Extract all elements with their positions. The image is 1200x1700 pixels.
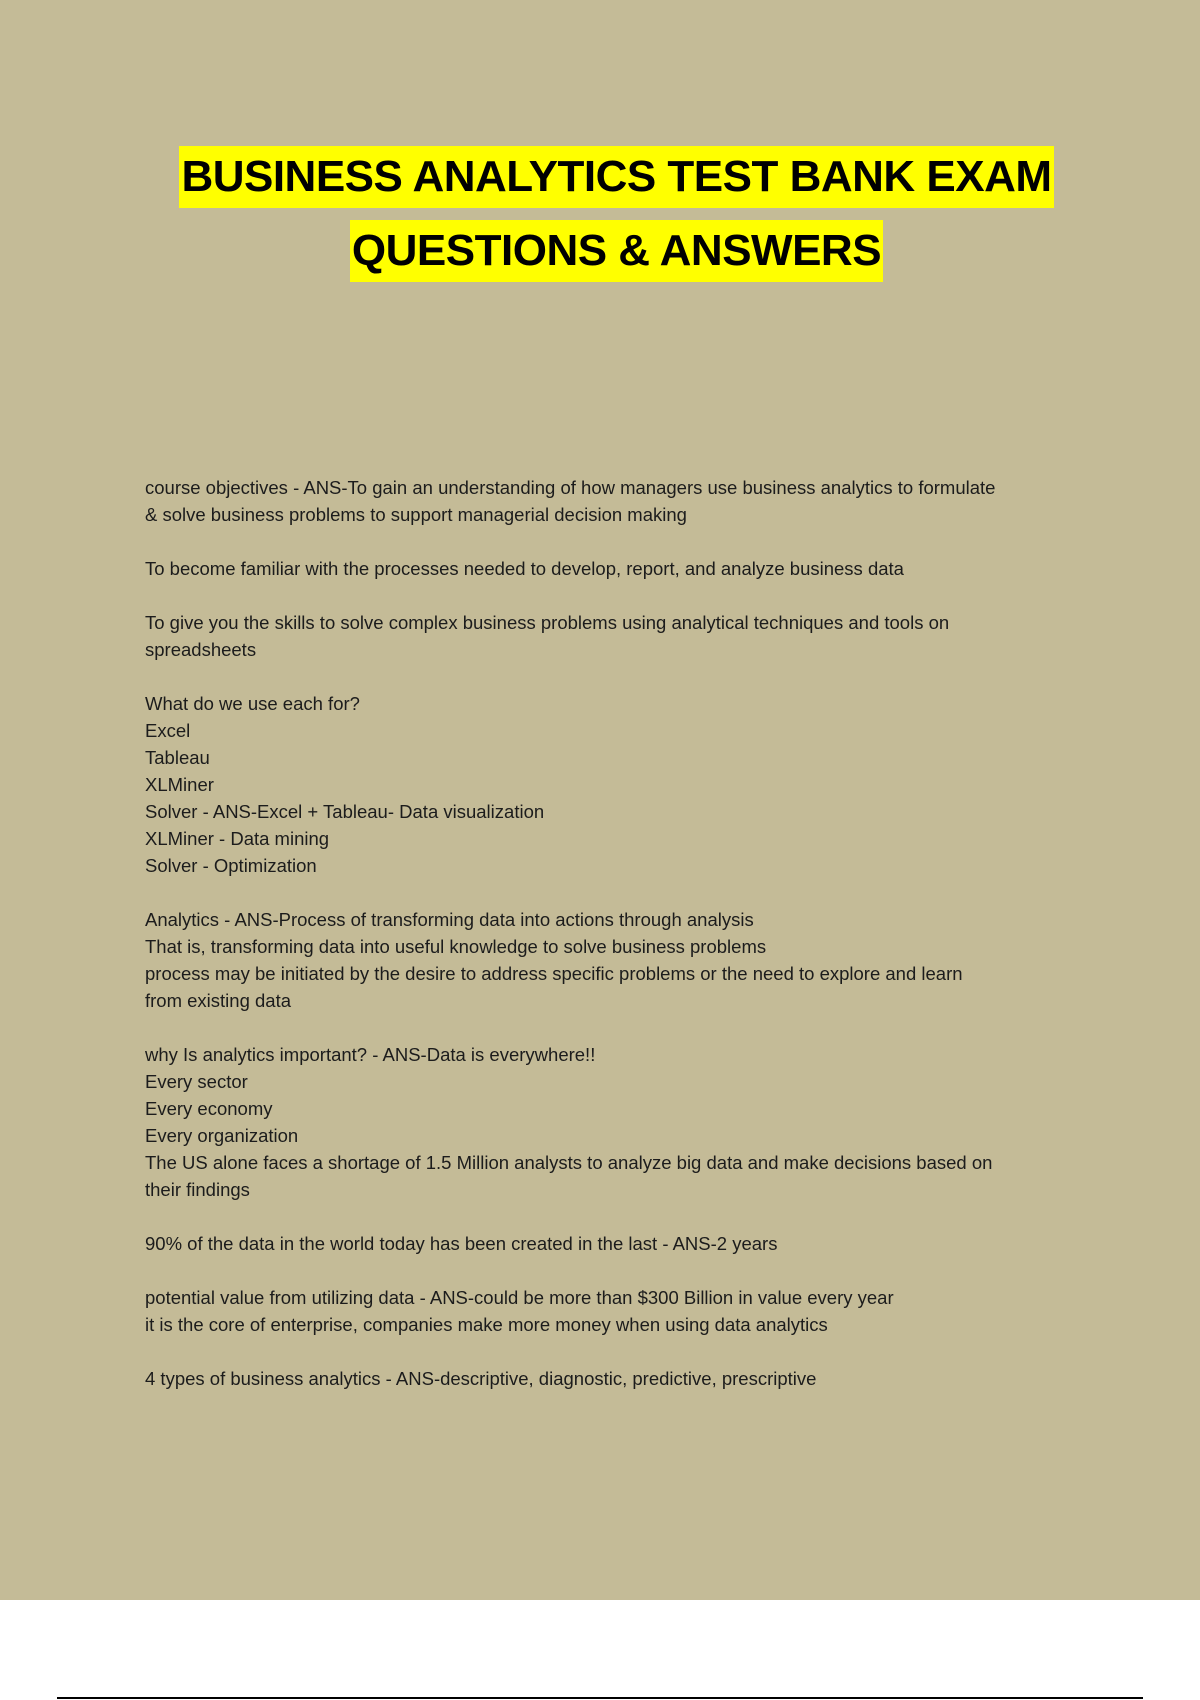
text-line: Every organization	[145, 1125, 299, 1146]
paragraph-potential-value	[145, 1284, 1085, 1338]
text-line: What do we use each for?	[145, 693, 360, 714]
text-line: Solver - Optimization	[145, 855, 317, 876]
text-line: & solve business problems to support managerial decision making	[145, 504, 687, 525]
title-line-1: BUSINESS ANALYTICS TEST BANK EXAM	[179, 146, 1053, 208]
text-line: their findings	[145, 1179, 250, 1200]
text-line: course objectives - ANS-To gain an understanding of how managers use business analytics to formulate	[145, 477, 996, 498]
text-line: potential value from utilizing data - ANS-could be more than $300 Billion in value every year	[145, 1287, 894, 1308]
text-line: XLMiner	[145, 774, 214, 795]
paragraph-data-created	[145, 1230, 1085, 1257]
text-line: The US alone faces a shortage of 1.5 Million analysts to analyze big data and make decisions based on	[145, 1152, 993, 1173]
footer-divider	[57, 1697, 1143, 1699]
text-line: why Is analytics important? - ANS-Data is everywhere!!	[145, 1044, 596, 1065]
text-line: it is the core of enterprise, companies make more money when using data analytics	[145, 1314, 828, 1335]
paragraph-tools-usage	[145, 690, 1085, 879]
paragraph-why-analytics	[145, 1041, 1085, 1203]
text-line: Analytics - ANS-Process of transforming data into actions through analysis	[145, 909, 754, 930]
text-line: 90% of the data in the world today has been created in the last - ANS-2 years	[145, 1233, 778, 1254]
text-line: Every sector	[145, 1071, 248, 1092]
paragraph-types-analytics	[145, 1365, 1085, 1392]
document-body	[145, 474, 1085, 1419]
text-line: from existing data	[145, 990, 292, 1011]
text-line: spreadsheets	[145, 639, 257, 660]
text-line: process may be initiated by the desire to address specific problems or the need to explore and learn	[145, 963, 963, 984]
paragraph-analytics-definition	[145, 906, 1085, 1014]
text-line: 4 types of business analytics - ANS-descriptive, diagnostic, predictive, prescriptive	[145, 1368, 817, 1389]
text-line: To become familiar with the processes needed to develop, report, and analyze business data	[145, 558, 904, 579]
text-line: Tableau	[145, 747, 210, 768]
paragraph-skills	[145, 609, 1085, 663]
paragraph-course-objectives	[145, 474, 1085, 528]
text-line: That is, transforming data into useful knowledge to solve business problems	[145, 936, 767, 957]
text-line: To give you the skills to solve complex business problems using analytical techniques and tools on	[145, 612, 950, 633]
title-line-2: QUESTIONS & ANSWERS	[350, 220, 883, 282]
text-line: Every economy	[145, 1098, 273, 1119]
text-line: Solver - ANS-Excel + Tableau- Data visualization	[145, 801, 545, 822]
paragraph-familiar-processes	[145, 555, 1085, 582]
document-title	[0, 146, 1200, 294]
text-line: XLMiner - Data mining	[145, 828, 330, 849]
text-line: Excel	[145, 720, 191, 741]
